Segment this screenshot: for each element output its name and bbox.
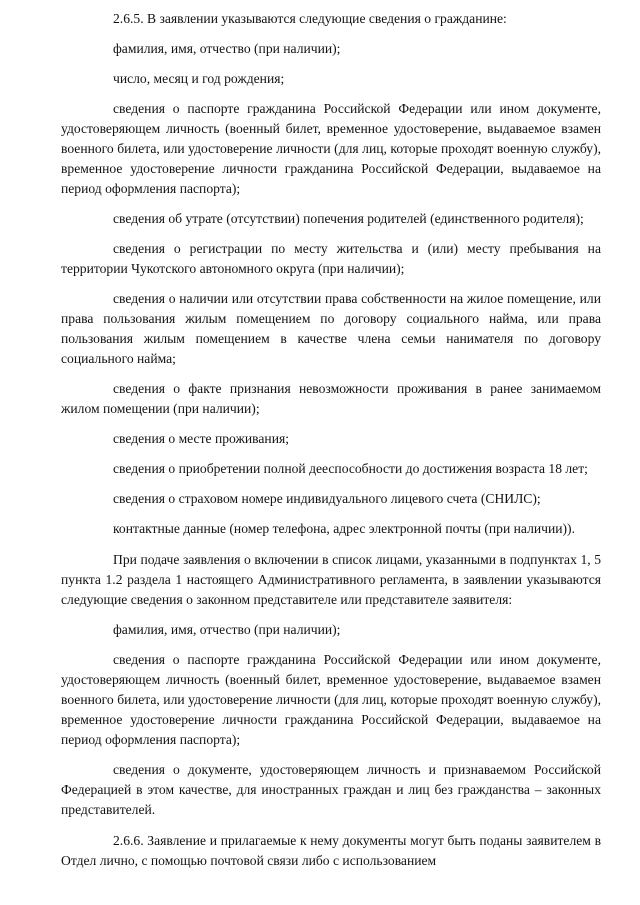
list-item-registration: сведения о регистрации по месту жительства и (или) месту пребывания на территории Чукотского автономного округа (при наличии); <box>61 241 601 276</box>
list-item-place-of-residence: сведения о месте проживания; <box>113 431 290 446</box>
list-item-property-rights: сведения о наличии или отсутствии права собственности на жилое помещение, или права пользования жилым помещением по договору социального найма, или права пользования жилым помещением в качестве члена семьи нанимателя по договору социального найма; <box>61 291 601 366</box>
representative-full-name: фамилия, имя, отчество (при наличии); <box>113 622 341 637</box>
representative-passport: сведения о паспорте гражданина Российской Федерации или ином документе, удостоверяющем личность (военный билет, временное удостоверение, выдаваемое взамен военного билета, или удостоверение личности (для лиц, которые проходят военную службу), временное удостоверение личности гражданина Российской Федерации, выдаваемое на период оформления паспорта); <box>61 652 601 747</box>
list-item-birth-date: число, месяц и год рождения; <box>113 71 285 86</box>
list-item-full-name: фамилия, имя, отчество (при наличии); <box>113 41 341 56</box>
list-item-full-legal-capacity: сведения о приобретении полной дееспособности до достижения возраста 18 лет; <box>113 461 588 476</box>
representative-intro-paragraph: При подаче заявления о включении в список лицами, указанными в подпунктах 1, 5 пункта 1.2 раздела 1 настоящего Административного регламента, в заявлении указываются следующие сведения о законном представителе или представителе заявителя: <box>61 552 601 607</box>
list-item-parental-care: сведения об утрате (отсутствии) попечения родителей (единственного родителя); <box>113 211 584 226</box>
document-body <box>61 9 601 881</box>
section-2-6-5-heading: 2.6.5. В заявлении указываются следующие сведения о гражданине: <box>113 11 507 26</box>
representative-foreign-document: сведения о документе, удостоверяющем личность и признаваемом Российской Федерацией в этом качестве, для иностранных граждан и лиц без гражданства – законных представителей. <box>61 762 601 817</box>
list-item-passport: сведения о паспорте гражданина Российской Федерации или ином документе, удостоверяющем личность (военный билет, временное удостоверение, выдаваемое взамен военного билета, или удостоверение личности (для лиц, которые проходят военную службу), временное удостоверение личности гражданина Российской Федерации, выдаваемое на период оформления паспорта); <box>61 101 601 196</box>
list-item-impossibility-of-residence: сведения о факте признания невозможности проживания в ранее занимаемом жилом помещении (при наличии); <box>61 381 601 416</box>
section-2-6-6-paragraph: 2.6.6. Заявление и прилагаемые к нему документы могут быть поданы заявителем в Отдел лично, с помощью почтовой связи либо с использованием <box>61 833 601 868</box>
list-item-contact-details: контактные данные (номер телефона, адрес электронной почты (при наличии)). <box>113 521 575 536</box>
list-item-snils: сведения о страховом номере индивидуального лицевого счета (СНИЛС); <box>113 491 541 506</box>
